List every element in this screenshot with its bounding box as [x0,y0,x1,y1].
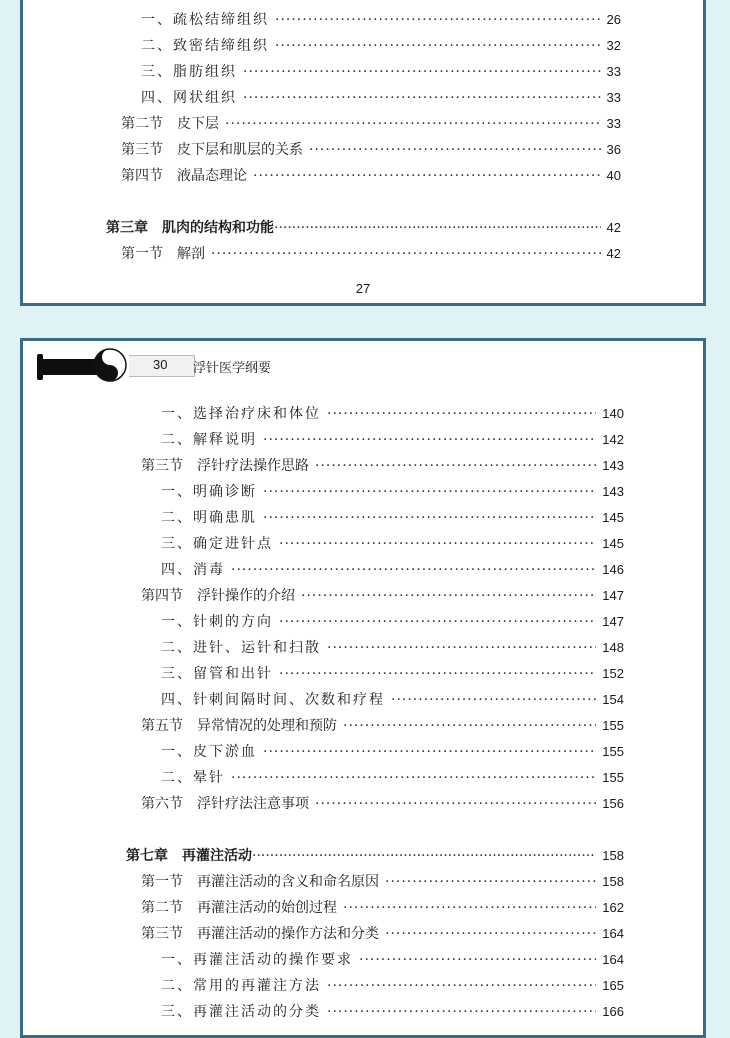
dot-leader [301,587,596,605]
dot-leader [211,245,601,263]
dot-leader [263,483,596,501]
toc-entry-label: 三、脂肪组织 [141,64,237,80]
dot-leader [327,977,596,995]
toc-entry-label: 四、网状组织 [141,90,237,106]
toc-entry-page: 142 [602,432,624,447]
toc-entry-label: 第七章 再灌注活动 [126,848,252,864]
toc-entry-label: 一、疏松结缔组织 [141,12,269,28]
toc-entry-label: 二、常用的再灌注方法 [161,978,321,994]
dot-leader [359,951,596,969]
toc-entry-page: 140 [602,406,624,421]
toc-entry[interactable] [161,769,624,787]
toc-entry-label: 第二节 再灌注活动的始创过程 [141,900,337,916]
toc-chapter-entry[interactable] [126,847,624,865]
toc-entry-page: 164 [602,926,624,941]
toc-entry-page: 156 [602,796,624,811]
dot-leader [279,613,596,631]
toc-entry[interactable] [141,899,624,917]
toc-entry[interactable] [141,873,624,891]
toc-entry[interactable] [141,11,621,29]
toc-entry-page: 158 [602,874,624,889]
dot-leader [275,37,601,55]
toc-entry[interactable] [161,405,624,423]
dot-leader [385,873,596,891]
toc-entry-label: 第三节 再灌注活动的操作方法和分类 [141,926,379,942]
toc-entry-page: 40 [606,168,621,183]
dot-leader [385,925,596,943]
toc-entry[interactable] [161,561,624,579]
dot-leader [263,431,596,449]
toc-entry-page: 36 [606,142,621,157]
toc-entry-label: 二、晕针 [161,770,225,786]
yin-yang-icon [93,348,127,382]
toc-entry[interactable] [161,613,624,631]
header-book-title: 浮针医学纲要 [193,361,272,376]
toc-entry-label: 二、明确患肌 [161,510,257,526]
toc-entry-label: 第六节 浮针疗法注意事项 [141,796,309,812]
header-ornament [41,359,101,375]
toc-entry-page: 155 [602,770,624,785]
dot-leader [243,63,601,81]
toc-entry-page: 33 [606,90,621,105]
dot-leader [253,167,601,185]
toc-entry-page: 158 [602,848,624,863]
toc-entry-page: 145 [602,536,624,551]
toc-entry-page: 155 [602,718,624,733]
dot-leader [327,1003,596,1021]
toc-entry-label: 第一节 解剖 [121,246,205,262]
toc-entry[interactable] [141,925,624,943]
toc-entry-page: 143 [602,458,624,473]
toc-entry-label: 第一节 再灌注活动的含义和命名原因 [141,874,379,890]
toc-entry-label: 三、确定进针点 [161,536,273,552]
toc-entry-page: 166 [602,1004,624,1019]
toc-entry[interactable] [141,717,624,735]
toc-entry[interactable] [141,37,621,55]
toc-entry-page: 165 [602,978,624,993]
toc-entry[interactable] [161,1003,624,1021]
toc-entry[interactable] [141,795,624,813]
toc-entry-label: 三、再灌注活动的分类 [161,1004,321,1020]
dot-leader [327,639,596,657]
toc-entry[interactable] [161,691,624,709]
dot-leader [275,11,601,29]
toc-entry-page: 42 [606,220,621,235]
page-number: 27 [355,281,371,296]
toc-entry-page: 154 [602,692,624,707]
toc-entry-page: 26 [606,12,621,27]
toc-entry-page: 145 [602,510,624,525]
dot-leader [231,561,596,579]
dot-leader [231,769,596,787]
toc-entry-page: 143 [602,484,624,499]
toc-entry[interactable] [141,587,624,605]
toc-entry[interactable] [121,115,621,133]
toc-entry-page: 152 [602,666,624,681]
dot-leader [243,89,601,107]
dot-leader [252,847,596,865]
page-header [35,345,691,383]
toc-entry-page: 147 [602,614,624,629]
toc-entry[interactable] [141,63,621,81]
toc-entry[interactable] [161,951,624,969]
toc-entry-label: 二、致密结缔组织 [141,38,269,54]
toc-entry-label: 第四节 液晶态理论 [121,168,247,184]
toc-entry-page: 33 [606,116,621,131]
toc-entry-page: 146 [602,562,624,577]
toc-entry-page: 155 [602,744,624,759]
dot-leader [315,457,596,475]
toc-entry[interactable] [161,743,624,761]
toc-entry-label: 二、解释说明 [161,432,257,448]
toc-entry[interactable] [161,535,624,553]
toc-entry-label: 第三节 皮下层和肌层的关系 [121,142,303,158]
dot-leader [343,717,596,735]
dot-leader [263,743,596,761]
dot-leader [279,665,596,683]
toc-entry-label: 一、皮下淤血 [161,744,257,760]
toc-entry-page: 148 [602,640,624,655]
toc-entry-label: 第三节 浮针疗法操作思路 [141,458,309,474]
toc-entry-label: 第二节 皮下层 [121,116,219,132]
dot-leader [315,795,596,813]
toc-chapter-entry[interactable] [106,219,621,237]
toc-entry-label: 第五节 异常情况的处理和预防 [141,718,337,734]
dot-leader [274,219,601,237]
dot-leader [343,899,596,917]
toc-entry[interactable] [121,167,621,185]
toc-entry-label: 三、留管和出针 [161,666,273,682]
toc-page-bottom [20,338,706,1038]
toc-entry-label: 一、明确诊断 [161,484,257,500]
dot-leader [225,115,601,133]
dot-leader [279,535,596,553]
header-page-number: 30 [153,357,168,372]
toc-entry-label: 一、针刺的方向 [161,614,273,630]
dot-leader [327,405,596,423]
dot-leader [263,509,596,527]
toc-entry-label: 二、进针、运针和扫散 [161,640,321,656]
toc-entry[interactable] [141,89,621,107]
dot-leader [309,141,601,159]
toc-entry[interactable] [161,431,624,449]
toc-entry[interactable] [121,245,621,263]
toc-entry[interactable] [121,141,621,159]
toc-entry-label: 一、选择治疗床和体位 [161,406,321,422]
toc-entry-label: 第三章 肌肉的结构和功能 [106,220,274,236]
toc-entry[interactable] [161,665,624,683]
toc-entry[interactable] [161,509,624,527]
toc-entry[interactable] [141,457,624,475]
toc-entry-label: 四、消毒 [161,562,225,578]
toc-entry-page: 32 [606,38,621,53]
toc-page-top [20,0,706,306]
toc-entry-page: 147 [602,588,624,603]
toc-entry-page: 33 [606,64,621,79]
toc-entry[interactable] [161,639,624,657]
toc-entry-page: 162 [602,900,624,915]
toc-entry-label: 第四节 浮针操作的介绍 [141,588,295,604]
toc-entry[interactable] [161,483,624,501]
toc-entry-label: 四、针刺间隔时间、次数和疗程 [161,692,385,708]
dot-leader [391,691,596,709]
toc-entry-page: 164 [602,952,624,967]
toc-entry-label: 一、再灌注活动的操作要求 [161,952,353,968]
toc-entry[interactable] [161,977,624,995]
toc-entry-page: 42 [606,246,621,261]
